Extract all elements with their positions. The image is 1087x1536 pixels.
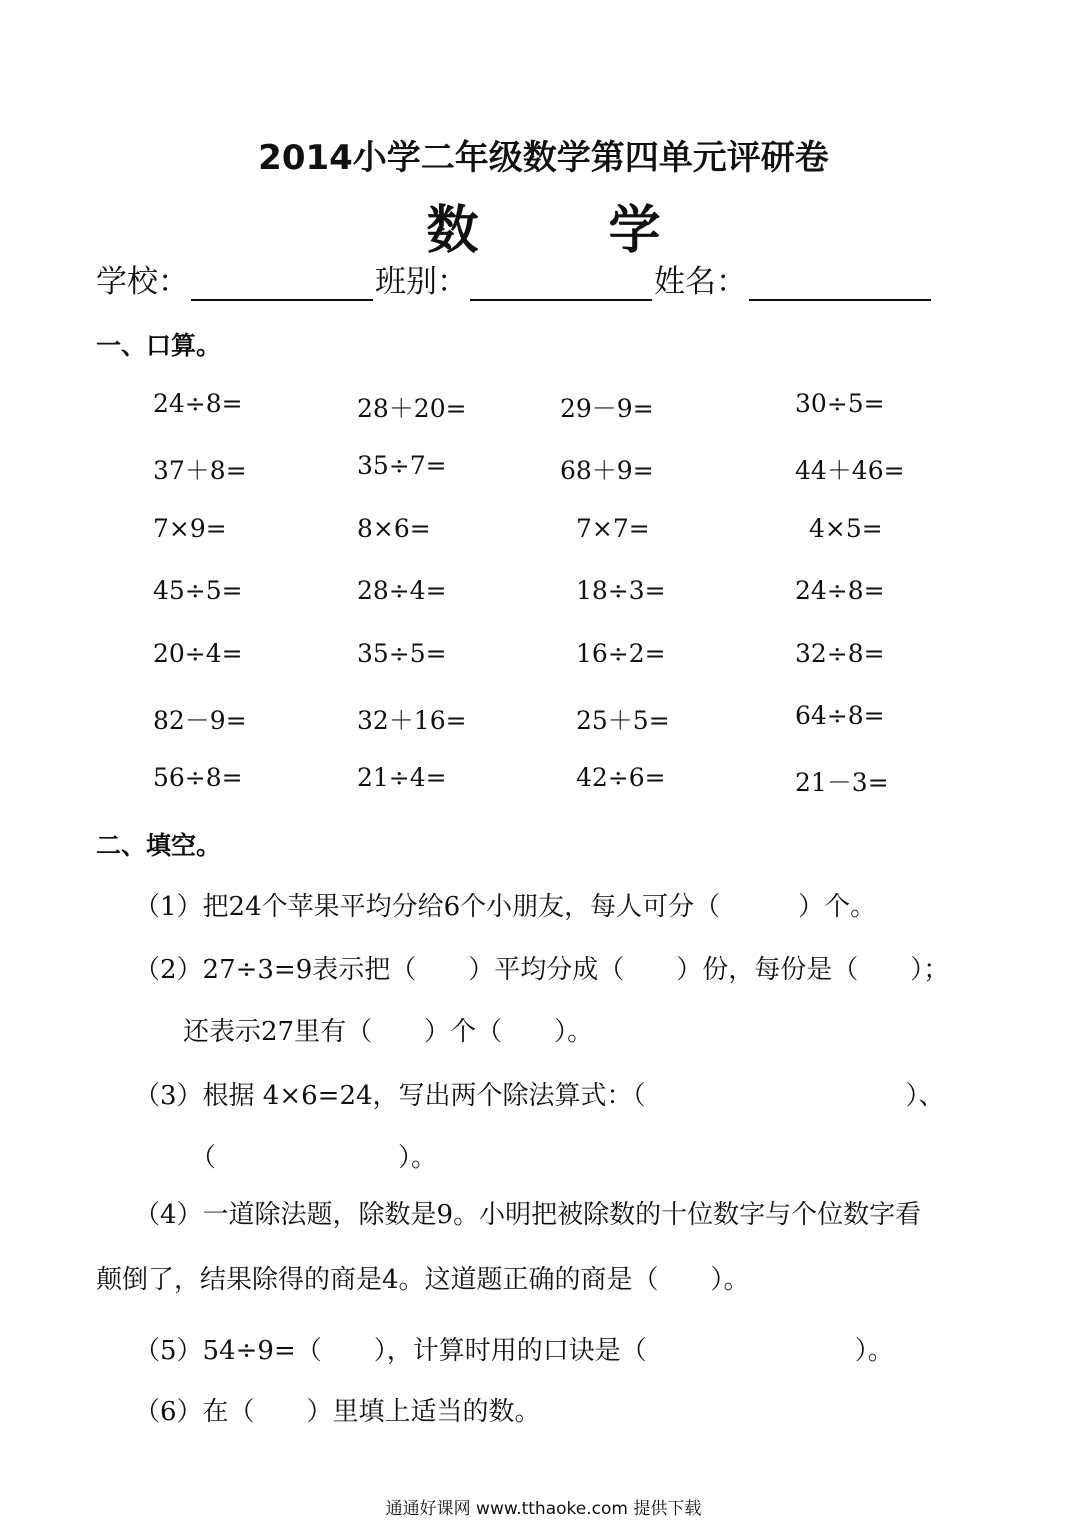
calc-item: 30÷5= (795, 389, 885, 418)
question-3-line-1: （3）根据 4×6=24，写出两个除法算式：（ ）、 (134, 1081, 945, 1111)
question-6: （6）在（ ）里填上适当的数。 (134, 1397, 541, 1427)
calc-item: 25＋5= (576, 706, 670, 735)
calc-item: 32÷8= (795, 639, 885, 668)
calc-item: 7×9= (153, 514, 227, 543)
section-fill-blanks: 二、填空。 (96, 831, 222, 860)
calc-item: 29－9= (560, 394, 654, 423)
subject-char-1: 数 (426, 201, 479, 261)
class-label: 班别： (375, 264, 468, 300)
question-3-line-2: （ ）。 (190, 1143, 438, 1173)
question-5: （5）54÷9=（ ），计算时用的口诀是（ ）。 (134, 1336, 894, 1366)
name-label: 姓名： (654, 264, 747, 300)
question-4-line-2: 颠倒了，结果除得的商是4。这道题正确的商是（ ）。 (96, 1265, 750, 1295)
question-4-line-1: （4）一道除法题，除数是9。小明把被除数的十位数字与个位数字看 (134, 1200, 922, 1230)
question-2-line-1: （2）27÷3=9表示把（ ）平均分成（ ）份，每份是（ ）； (134, 955, 950, 985)
class-blank[interactable] (470, 263, 652, 301)
calc-item: 7×7= (576, 514, 650, 543)
calc-item: 56÷8= (153, 763, 243, 792)
calc-item: 16÷2= (576, 639, 666, 668)
name-blank[interactable] (749, 263, 931, 301)
calc-item: 20÷4= (153, 639, 243, 668)
calc-item: 68＋9= (560, 456, 654, 485)
calc-item: 64÷8= (795, 701, 885, 730)
calc-item: 44＋46= (795, 456, 905, 485)
question-2-line-2: 还表示27里有（ ）个（ ）。 (183, 1017, 594, 1047)
calc-item: 28÷4= (357, 576, 447, 605)
calc-item: 42÷6= (576, 763, 666, 792)
calc-item: 45÷5= (153, 576, 243, 605)
subject-char-2: 学 (608, 201, 661, 261)
school-blank[interactable] (191, 263, 373, 301)
calc-item: 21－3= (795, 768, 889, 797)
section-mental-math: 一、口算。 (96, 331, 222, 360)
calc-item: 8×6= (357, 514, 431, 543)
school-label: 学校： (96, 264, 189, 300)
calc-item: 18÷3= (576, 576, 666, 605)
calc-item: 28＋20= (357, 394, 467, 423)
calc-item: 82－9= (153, 706, 247, 735)
exam-title: 2014小学二年级数学第四单元评研卷 (258, 138, 829, 178)
footer-source: 通通好课网 www.tthaoke.com 提供下载 (385, 1499, 702, 1519)
calc-item: 24÷8= (153, 389, 243, 418)
calc-item: 24÷8= (795, 576, 885, 605)
subject-heading (0, 188, 1087, 263)
calc-item: 21÷4= (357, 763, 447, 792)
calc-item: 32＋16= (357, 706, 467, 735)
calc-item: 4×5= (809, 514, 883, 543)
calc-item: 35÷7= (357, 451, 447, 480)
student-info-row (96, 256, 996, 301)
question-1: （1）把24个苹果平均分给6个小朋友，每人可分（ ）个。 (134, 892, 877, 922)
calc-item: 37＋8= (153, 456, 247, 485)
calc-item: 35÷5= (357, 639, 447, 668)
